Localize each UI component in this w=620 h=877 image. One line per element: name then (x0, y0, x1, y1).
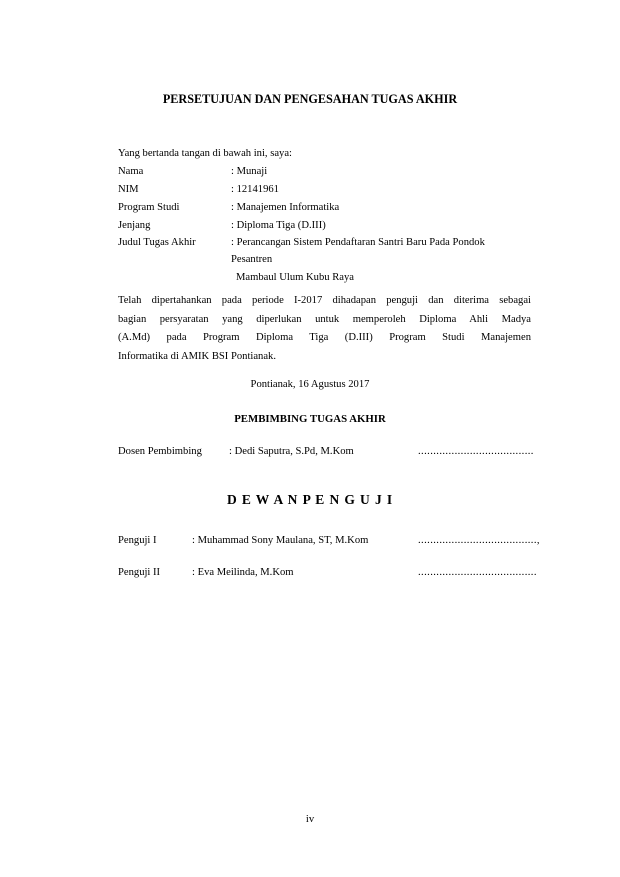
supervisor-label: Dosen Pembimbing (118, 446, 202, 457)
paragraph-line: bagian persyaratan yang diperlukan untuk memperoleh Diploma Ahli Madya (118, 313, 531, 325)
supervisor-heading: PEMBIMBING TUGAS AKHIR (234, 413, 386, 425)
intro-text: Yang bertanda tangan di bawah ini, saya: (118, 148, 292, 159)
supervisor-signature-line: ...................................... (418, 446, 534, 457)
paragraph-line: Telah dipertahankan pada periode I-2017 dihadapan penguji dan diterima sebagai (118, 295, 531, 306)
field-label-nama: Nama (118, 166, 144, 177)
examiner-2-name: : Eva Meilinda, M.Kom (192, 567, 294, 578)
field-label-jenjang: Jenjang (118, 220, 151, 231)
paragraph-line: Informatika di AMIK BSI Pontianak. (118, 350, 277, 362)
field-label-judul: Judul Tugas Akhir (118, 237, 196, 248)
place-date: Pontianak, 16 Agustus 2017 (250, 379, 370, 390)
paragraph-line: (A.Md) pada Program Diploma Tiga (D.III) Program Studi Manajemen (118, 332, 531, 343)
examiner-2-label: Penguji II (118, 567, 161, 578)
examiner-2-signature-line: ....................................... (418, 567, 537, 578)
field-label-program-studi: Program Studi (118, 202, 180, 213)
judul-continuation-line-2: Mambaul Ulum Kubu Raya (236, 272, 354, 283)
examiner-1-signature-line: ......................................., (418, 535, 540, 546)
page-title: PERSETUJUAN DAN PENGESAHAN TUGAS AKHIR (162, 92, 458, 106)
field-value-judul: : Perancangan Sistem Pendaftaran Santri Baru Pada Pondok (231, 237, 485, 248)
field-label-nim: NIM (118, 184, 139, 195)
examiner-1-name: : Muhammad Sony Maulana, ST, M.Kom (192, 535, 369, 546)
examiner-1-label: Penguji I (118, 535, 157, 546)
field-value-program-studi: : Manajemen Informatika (231, 202, 340, 213)
supervisor-name: : Dedi Saputra, S.Pd, M.Kom (229, 446, 354, 457)
field-value-jenjang: : Diploma Tiga (D.III) (231, 220, 326, 231)
field-value-nim: : 12141961 (231, 184, 279, 195)
field-value-nama: : Munaji (231, 166, 268, 177)
examiners-heading: D E W A N P E N G U J I (226, 492, 394, 507)
judul-continuation-line-1: Pesantren (231, 254, 273, 265)
page-number: iv (305, 814, 315, 825)
approval-paragraph (118, 292, 531, 366)
